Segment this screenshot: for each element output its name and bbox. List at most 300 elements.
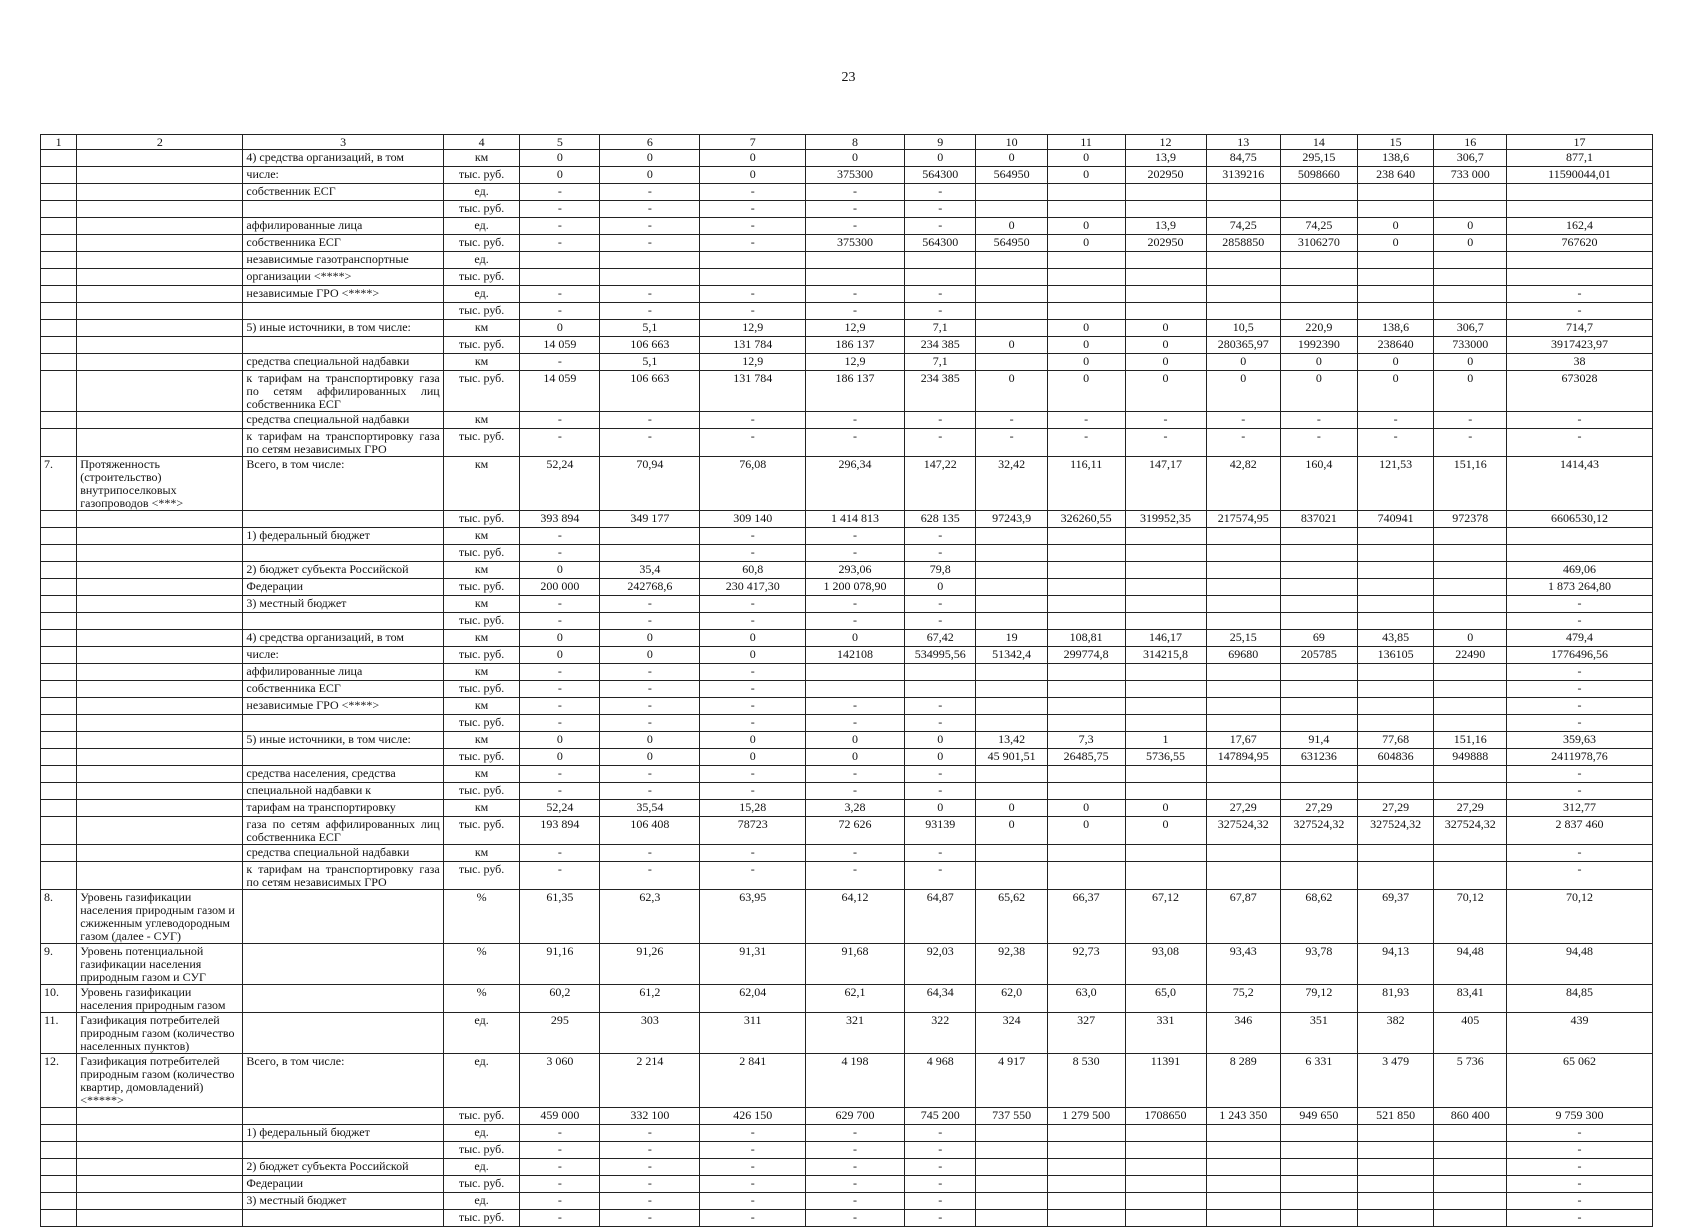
value-cell xyxy=(1506,545,1652,562)
value-cell: - xyxy=(520,1193,600,1210)
value-cell: 131 784 xyxy=(700,371,805,412)
value-cell: 91,4 xyxy=(1281,732,1358,749)
value-cell: 234 385 xyxy=(905,337,976,354)
item-number-cell xyxy=(41,167,77,184)
funding-source-cell: числе: xyxy=(243,167,443,184)
value-cell xyxy=(1281,664,1358,681)
value-cell: 62,04 xyxy=(700,985,805,1013)
value-cell xyxy=(976,320,1047,337)
table-row xyxy=(41,1210,1653,1227)
value-cell: 564950 xyxy=(976,167,1047,184)
unit-cell: тыс. руб. xyxy=(443,429,520,457)
value-cell: 65 062 xyxy=(1506,1054,1652,1108)
value-cell: - xyxy=(1206,412,1281,429)
value-cell: 332 100 xyxy=(600,1108,700,1125)
value-cell: - xyxy=(1047,412,1125,429)
value-cell: 9 759 300 xyxy=(1506,1108,1652,1125)
value-cell: - xyxy=(520,681,600,698)
value-cell: 45 901,51 xyxy=(976,749,1047,766)
funding-source-cell xyxy=(243,511,443,528)
value-cell: 1776496,56 xyxy=(1506,647,1652,664)
item-number-cell: 9. xyxy=(41,944,77,985)
unit-cell: км xyxy=(443,800,520,817)
item-number-cell xyxy=(41,429,77,457)
value-cell xyxy=(1047,303,1125,320)
value-cell: 84,75 xyxy=(1206,150,1281,167)
unit-cell: тыс. руб. xyxy=(443,1210,520,1227)
unit-cell: ед. xyxy=(443,218,520,235)
value-cell: - xyxy=(600,715,700,732)
value-cell: 0 xyxy=(1357,371,1434,412)
column-number-cell: 10 xyxy=(976,135,1047,150)
value-cell: - xyxy=(600,613,700,630)
value-cell: 306,7 xyxy=(1434,150,1506,167)
value-cell: 0 xyxy=(976,150,1047,167)
value-cell xyxy=(1047,1142,1125,1159)
table-row xyxy=(41,337,1653,354)
value-cell: 75,2 xyxy=(1206,985,1281,1013)
item-number-cell xyxy=(41,235,77,252)
table-row xyxy=(41,698,1653,715)
value-cell: 0 xyxy=(520,167,600,184)
value-cell: - xyxy=(600,1210,700,1227)
value-cell xyxy=(1047,252,1125,269)
value-cell: 469,06 xyxy=(1506,562,1652,579)
value-cell: 459 000 xyxy=(520,1108,600,1125)
funding-source-cell xyxy=(243,201,443,218)
value-cell: - xyxy=(600,286,700,303)
value-cell: 84,85 xyxy=(1506,985,1652,1013)
value-cell: 2 214 xyxy=(600,1054,700,1108)
item-number-cell xyxy=(41,817,77,845)
value-cell: 322 xyxy=(905,1013,976,1054)
value-cell xyxy=(1281,269,1358,286)
item-number-cell xyxy=(41,528,77,545)
funding-source-cell xyxy=(243,613,443,630)
value-cell: 242768,6 xyxy=(600,579,700,596)
column-number-cell: 2 xyxy=(77,135,243,150)
value-cell: - xyxy=(1506,845,1652,862)
unit-cell: км xyxy=(443,732,520,749)
value-cell: 767620 xyxy=(1506,235,1652,252)
item-number-cell xyxy=(41,269,77,286)
value-cell xyxy=(1125,579,1206,596)
value-cell xyxy=(1357,1159,1434,1176)
value-cell: 69,37 xyxy=(1357,890,1434,944)
item-number-cell xyxy=(41,252,77,269)
indicator-name-cell xyxy=(77,647,243,664)
value-cell xyxy=(976,579,1047,596)
value-cell: 0 xyxy=(1434,630,1506,647)
value-cell: - xyxy=(805,845,904,862)
unit-cell: км xyxy=(443,354,520,371)
value-cell: 27,29 xyxy=(1281,800,1358,817)
value-cell: 69 xyxy=(1281,630,1358,647)
indicator-name-cell xyxy=(77,1108,243,1125)
value-cell: 0 xyxy=(1047,150,1125,167)
value-cell: 92,03 xyxy=(905,944,976,985)
indicator-name-cell: Уровень потенциальной газификации населения природным газом и СУГ xyxy=(77,944,243,985)
value-cell: 138,6 xyxy=(1357,150,1434,167)
value-cell xyxy=(1206,664,1281,681)
value-cell: 81,93 xyxy=(1357,985,1434,1013)
item-number-cell xyxy=(41,681,77,698)
funding-source-cell xyxy=(243,985,443,1013)
indicator-name-cell xyxy=(77,201,243,218)
value-cell: 106 663 xyxy=(600,371,700,412)
value-cell: 949 650 xyxy=(1281,1108,1358,1125)
indicator-name-cell xyxy=(77,235,243,252)
value-cell: - xyxy=(1506,1125,1652,1142)
unit-cell: тыс. руб. xyxy=(443,783,520,800)
value-cell: 1708650 xyxy=(1125,1108,1206,1125)
value-cell: 0 xyxy=(600,647,700,664)
table-row xyxy=(41,890,1653,944)
value-cell xyxy=(1125,664,1206,681)
table-row xyxy=(41,596,1653,613)
item-number-cell xyxy=(41,545,77,562)
value-cell xyxy=(1206,681,1281,698)
value-cell: 5,1 xyxy=(600,354,700,371)
value-cell: 4 917 xyxy=(976,1054,1047,1108)
table-row xyxy=(41,1054,1653,1108)
table-row xyxy=(41,944,1653,985)
value-cell xyxy=(1047,528,1125,545)
table-row xyxy=(41,732,1653,749)
value-cell: 0 xyxy=(700,630,805,647)
value-cell xyxy=(1434,286,1506,303)
table-row xyxy=(41,613,1653,630)
unit-cell: ед. xyxy=(443,1013,520,1054)
value-cell: - xyxy=(905,429,976,457)
value-cell xyxy=(1206,1125,1281,1142)
table-row xyxy=(41,1013,1653,1054)
value-cell: 0 xyxy=(1434,354,1506,371)
value-cell: 83,41 xyxy=(1434,985,1506,1013)
value-cell: 27,29 xyxy=(1434,800,1506,817)
value-cell: 94,48 xyxy=(1506,944,1652,985)
value-cell: - xyxy=(1506,303,1652,320)
funding-source-cell: средства специальной надбавки xyxy=(243,845,443,862)
indicator-name-cell xyxy=(77,252,243,269)
value-cell xyxy=(976,286,1047,303)
funding-source-cell xyxy=(243,1142,443,1159)
value-cell: - xyxy=(905,1176,976,1193)
value-cell: - xyxy=(700,303,805,320)
table-row xyxy=(41,286,1653,303)
value-cell: 0 xyxy=(1281,371,1358,412)
value-cell: 91,26 xyxy=(600,944,700,985)
funding-source-cell: 3) местный бюджет xyxy=(243,1193,443,1210)
value-cell xyxy=(1206,862,1281,890)
value-cell: 877,1 xyxy=(1506,150,1652,167)
value-cell: 65,0 xyxy=(1125,985,1206,1013)
value-cell: - xyxy=(1357,429,1434,457)
value-cell: 63,0 xyxy=(1047,985,1125,1013)
value-cell xyxy=(520,252,600,269)
value-cell: 327524,32 xyxy=(1281,817,1358,845)
value-cell: - xyxy=(976,412,1047,429)
value-cell: 0 xyxy=(1047,167,1125,184)
value-cell: - xyxy=(700,201,805,218)
value-cell xyxy=(976,596,1047,613)
value-cell xyxy=(600,545,700,562)
value-cell: - xyxy=(805,1142,904,1159)
value-cell: - xyxy=(600,1159,700,1176)
value-cell: 72 626 xyxy=(805,817,904,845)
value-cell: 94,48 xyxy=(1434,944,1506,985)
value-cell: - xyxy=(520,218,600,235)
value-cell: 91,68 xyxy=(805,944,904,985)
funding-source-cell: собственника ЕСГ xyxy=(243,235,443,252)
value-cell: 1414,43 xyxy=(1506,457,1652,511)
value-cell: 26485,75 xyxy=(1047,749,1125,766)
indicator-name-cell xyxy=(77,337,243,354)
column-number-cell: 17 xyxy=(1506,135,1652,150)
value-cell: 0 xyxy=(1434,235,1506,252)
funding-source-cell: независимые ГРО <****> xyxy=(243,286,443,303)
value-cell xyxy=(1357,1210,1434,1227)
unit-cell: тыс. руб. xyxy=(443,613,520,630)
value-cell: 0 xyxy=(1047,371,1125,412)
value-cell xyxy=(1281,862,1358,890)
value-cell: 299774,8 xyxy=(1047,647,1125,664)
value-cell xyxy=(1434,579,1506,596)
value-cell: 91,16 xyxy=(520,944,600,985)
value-cell: 27,29 xyxy=(1357,800,1434,817)
value-cell xyxy=(1357,845,1434,862)
funding-source-cell: к тарифам на транспортировку газа по сетям аффилированных лиц собственника ЕСГ xyxy=(243,371,443,412)
value-cell: 3 479 xyxy=(1357,1054,1434,1108)
value-cell xyxy=(1047,845,1125,862)
table-row xyxy=(41,457,1653,511)
value-cell xyxy=(1281,596,1358,613)
value-cell xyxy=(1047,862,1125,890)
table-row xyxy=(41,1125,1653,1142)
value-cell: 327524,32 xyxy=(1357,817,1434,845)
value-cell xyxy=(976,1142,1047,1159)
funding-source-cell: 3) местный бюджет xyxy=(243,596,443,613)
item-number-cell: 12. xyxy=(41,1054,77,1108)
value-cell: - xyxy=(600,235,700,252)
value-cell: 62,1 xyxy=(805,985,904,1013)
indicator-name-cell: Газификация потребителей природным газом (количество населенных пунктов) xyxy=(77,1013,243,1054)
value-cell xyxy=(976,681,1047,698)
value-cell: - xyxy=(700,1210,805,1227)
value-cell: 0 xyxy=(1125,371,1206,412)
item-number-cell xyxy=(41,201,77,218)
indicator-name-cell xyxy=(77,698,243,715)
value-cell: 0 xyxy=(700,150,805,167)
value-cell: 1 414 813 xyxy=(805,511,904,528)
value-cell xyxy=(1206,845,1281,862)
indicator-name-cell xyxy=(77,664,243,681)
value-cell xyxy=(1125,766,1206,783)
value-cell: 3 060 xyxy=(520,1054,600,1108)
value-cell: 13,42 xyxy=(976,732,1047,749)
unit-cell: ед. xyxy=(443,286,520,303)
value-cell: 564300 xyxy=(905,235,976,252)
value-cell: 0 xyxy=(600,749,700,766)
value-cell: - xyxy=(700,596,805,613)
funding-source-cell: 2) бюджет субъекта Российской xyxy=(243,1159,443,1176)
item-number-cell xyxy=(41,596,77,613)
value-cell xyxy=(1357,579,1434,596)
value-cell: 106 663 xyxy=(600,337,700,354)
value-cell: - xyxy=(1506,1193,1652,1210)
value-cell: - xyxy=(520,201,600,218)
value-cell: 2 837 460 xyxy=(1506,817,1652,845)
value-cell: - xyxy=(1506,862,1652,890)
page-number: 23 xyxy=(841,70,856,85)
value-cell: 375300 xyxy=(805,167,904,184)
value-cell: - xyxy=(700,613,805,630)
value-cell: - xyxy=(805,698,904,715)
indicator-name-cell xyxy=(77,1193,243,1210)
value-cell: 42,82 xyxy=(1206,457,1281,511)
value-cell: 1992390 xyxy=(1281,337,1358,354)
value-cell xyxy=(1047,783,1125,800)
value-cell xyxy=(1357,1125,1434,1142)
value-cell: - xyxy=(700,698,805,715)
item-number-cell xyxy=(41,698,77,715)
value-cell: 326260,55 xyxy=(1047,511,1125,528)
value-cell xyxy=(1434,783,1506,800)
value-cell xyxy=(700,252,805,269)
value-cell: 0 xyxy=(905,150,976,167)
value-cell: 13,9 xyxy=(1125,150,1206,167)
value-cell: 62,3 xyxy=(600,890,700,944)
value-cell xyxy=(1281,184,1358,201)
value-cell: 12,9 xyxy=(700,354,805,371)
value-cell xyxy=(976,766,1047,783)
indicator-name-cell xyxy=(77,429,243,457)
value-cell xyxy=(976,664,1047,681)
value-cell: 91,31 xyxy=(700,944,805,985)
value-cell: 162,4 xyxy=(1506,218,1652,235)
value-cell: 60,2 xyxy=(520,985,600,1013)
value-cell xyxy=(1047,269,1125,286)
value-cell: 6 331 xyxy=(1281,1054,1358,1108)
value-cell: 5 736 xyxy=(1434,1054,1506,1108)
value-cell: 295 xyxy=(520,1013,600,1054)
value-cell xyxy=(1125,303,1206,320)
value-cell: 0 xyxy=(1047,235,1125,252)
unit-cell: тыс. руб. xyxy=(443,511,520,528)
value-cell: - xyxy=(600,1176,700,1193)
indicator-name-cell: Протяженность (строительство) внутрипоселковых газопроводов <***> xyxy=(77,457,243,511)
value-cell: - xyxy=(805,783,904,800)
value-cell: 94,13 xyxy=(1357,944,1434,985)
value-cell: 0 xyxy=(600,630,700,647)
value-cell: 346 xyxy=(1206,1013,1281,1054)
value-cell: - xyxy=(1281,429,1358,457)
value-cell: 77,68 xyxy=(1357,732,1434,749)
value-cell: - xyxy=(905,201,976,218)
value-cell: 0 xyxy=(1047,320,1125,337)
indicator-name-cell xyxy=(77,715,243,732)
value-cell: 534995,56 xyxy=(905,647,976,664)
unit-cell: тыс. руб. xyxy=(443,1176,520,1193)
value-cell: 439 xyxy=(1506,1013,1652,1054)
value-cell: - xyxy=(1506,1210,1652,1227)
value-cell: - xyxy=(700,715,805,732)
item-number-cell xyxy=(41,1125,77,1142)
value-cell: 673028 xyxy=(1506,371,1652,412)
value-cell: 10,5 xyxy=(1206,320,1281,337)
value-cell: - xyxy=(600,303,700,320)
column-number-cell: 6 xyxy=(600,135,700,150)
value-cell: 136105 xyxy=(1357,647,1434,664)
indicator-name-cell xyxy=(77,630,243,647)
value-cell xyxy=(1434,1210,1506,1227)
table-row xyxy=(41,201,1653,218)
value-cell: 564300 xyxy=(905,167,976,184)
value-cell xyxy=(1357,681,1434,698)
unit-cell: км xyxy=(443,150,520,167)
value-cell: - xyxy=(1506,596,1652,613)
value-cell: - xyxy=(700,286,805,303)
value-cell: 5736,55 xyxy=(1125,749,1206,766)
unit-cell: ед. xyxy=(443,252,520,269)
funding-source-cell: газа по сетям аффилированных лиц собственника ЕСГ xyxy=(243,817,443,845)
funding-source-cell: Федерации xyxy=(243,579,443,596)
value-cell xyxy=(1206,1176,1281,1193)
value-cell xyxy=(976,845,1047,862)
value-cell: 67,42 xyxy=(905,630,976,647)
value-cell: - xyxy=(520,429,600,457)
value-cell: - xyxy=(805,184,904,201)
funding-source-cell: числе: xyxy=(243,647,443,664)
table-row xyxy=(41,269,1653,286)
value-cell: 0 xyxy=(1047,817,1125,845)
value-cell xyxy=(1357,715,1434,732)
value-cell xyxy=(1206,783,1281,800)
value-cell xyxy=(1281,845,1358,862)
funding-source-cell: 1) федеральный бюджет xyxy=(243,1125,443,1142)
value-cell: - xyxy=(600,596,700,613)
funding-source-cell: 5) иные источники, в том числе: xyxy=(243,732,443,749)
value-cell: - xyxy=(700,664,805,681)
column-number-cell: 11 xyxy=(1047,135,1125,150)
value-cell: 186 137 xyxy=(805,371,904,412)
value-cell xyxy=(700,269,805,286)
value-cell: 147,17 xyxy=(1125,457,1206,511)
table-row xyxy=(41,985,1653,1013)
value-cell xyxy=(976,698,1047,715)
value-cell: 3,28 xyxy=(805,800,904,817)
value-cell xyxy=(1434,766,1506,783)
value-cell: - xyxy=(600,664,700,681)
value-cell: 0 xyxy=(976,371,1047,412)
value-cell: - xyxy=(905,184,976,201)
value-cell xyxy=(1434,562,1506,579)
value-cell: 0 xyxy=(520,630,600,647)
value-cell xyxy=(1047,184,1125,201)
item-number-cell: 11. xyxy=(41,1013,77,1054)
table-row xyxy=(41,412,1653,429)
value-cell xyxy=(976,269,1047,286)
value-cell: 327524,32 xyxy=(1434,817,1506,845)
value-cell: 0 xyxy=(976,337,1047,354)
table-row xyxy=(41,218,1653,235)
value-cell xyxy=(1206,269,1281,286)
value-cell xyxy=(1206,201,1281,218)
value-cell xyxy=(1125,1142,1206,1159)
value-cell xyxy=(1281,1176,1358,1193)
value-cell: - xyxy=(805,1210,904,1227)
value-cell xyxy=(1506,184,1652,201)
